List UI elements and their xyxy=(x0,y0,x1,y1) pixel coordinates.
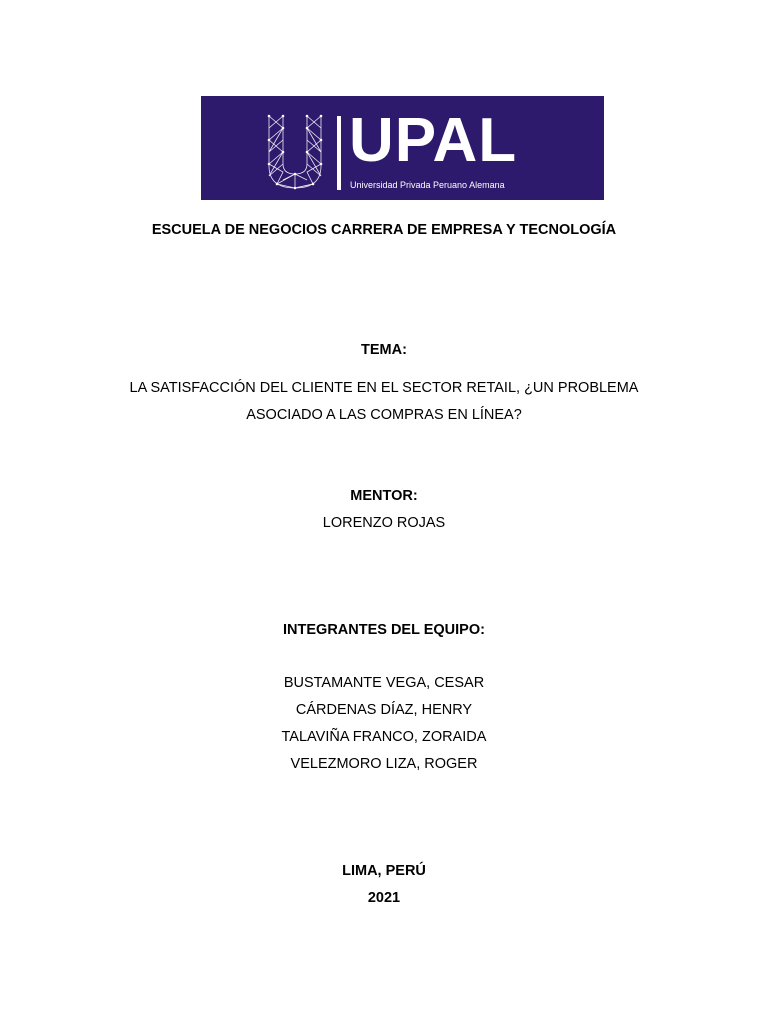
team-member: BUSTAMANTE VEGA, CESAR xyxy=(283,675,485,691)
year: 2021 xyxy=(367,890,401,906)
team-label: INTEGRANTES DEL EQUIPO: xyxy=(283,622,485,638)
mentor-name: LORENZO ROJAS xyxy=(322,515,446,531)
logo-divider xyxy=(337,116,341,190)
logo-wordmark: UPAL xyxy=(349,106,518,175)
mentor-label: MENTOR: xyxy=(350,488,418,504)
team-member: VELEZMORO LIZA, ROGER xyxy=(290,756,478,772)
topic-line-2: ASOCIADO A LAS COMPRAS EN LÍNEA? xyxy=(246,407,522,423)
team-member: CÁRDENAS DÍAZ, HENRY xyxy=(295,702,473,718)
topic-label: TEMA: xyxy=(361,342,407,358)
logo-subtitle: Universidad Privada Peruano Alemana xyxy=(350,180,505,190)
geometric-u-icon xyxy=(265,114,325,192)
topic-line-1: LA SATISFACCIÓN DEL CLIENTE EN EL SECTOR RETAIL, ¿UN PROBLEMA xyxy=(129,380,639,396)
location: LIMA, PERÚ xyxy=(342,863,426,879)
team-member: TALAVIÑA FRANCO, ZORAIDA xyxy=(281,729,487,745)
school-heading: ESCUELA DE NEGOCIOS CARRERA DE EMPRESA Y TECNOLOGÍA xyxy=(151,222,617,238)
upal-logo xyxy=(201,96,604,200)
